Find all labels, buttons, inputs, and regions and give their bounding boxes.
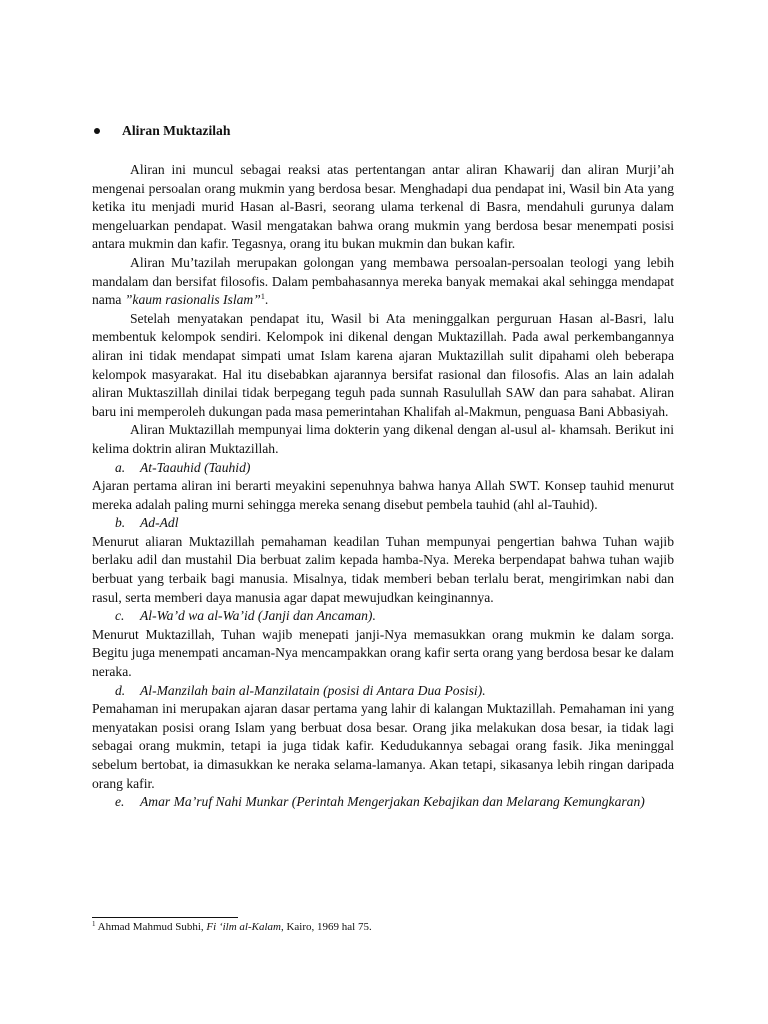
paragraph-2-text: Aliran Mu’tazilah merupakan golongan yang membawa persoalan-persoalan teologi yang lebih mandalam dan bersifat filosofis. Dalam pembahasannya mereka banyak memakai akal sehingga mendapat nama: [92, 254, 674, 308]
doctrine-label: b.: [115, 515, 126, 531]
footnote-number: 1: [92, 920, 96, 928]
doctrine-label: d.: [115, 682, 126, 698]
paragraph-2-italic: ”kaum rasionalis Islam”: [124, 292, 261, 308]
footnote-author: Ahmad Mahmud Subhi,: [95, 921, 207, 933]
paragraph-3: Setelah menyatakan pendapat itu, Wasil bi Ata meninggalkan perguruan Hasan al-Basri, lalu membentuk kelompok sendiri. Kelompok ini dikenal dengan Muktazillah. Pada awal perkembangannya aliran ini tidak mendapat simpati umat Islam karena ajaran Muktazillah sulit dipahami oleh beberapa kelompok masyarakat. Hal itu disebabkan ajarannya bersifat rasional dan filosofis. Alas an lain adalah aliran Muktaszillah dinilai tidak berpegang teguh pada sunnah Rasulullah SAW dan para sahabat. Aliran baru ini memperoleh dukungan pada masa pemerintahan Khalifah al-Makmun, penguasa Bani Abbasiyah.: [92, 310, 674, 419]
footnote-rest: , Kairo, 1969 hal 75.: [280, 921, 372, 933]
doctrine-label: a.: [115, 459, 126, 475]
footnote-title: Fi ‘ilm al-Kalam: [206, 921, 281, 933]
bullet-icon: [94, 128, 100, 134]
doctrine-body: Pemahaman ini merupakan ajaran dasar pertama yang lahir di kalangan Muktazillah. Pemahaman ini yang menyatakan posisi orang Islam yang berbuat dosa besar. Orang jika melakukan dosa besar, ia tidak lagi sebagai orang mukmin, tetapi ia juga tidak kafir. Kedudukannya sebagai orang fasik. Jika meninggal sebelum bertobat, ia dimasukkan ke neraka selama-lamanya. Akan tetapi, sikasanya lebih ringan daripada orang kafir.: [92, 701, 674, 791]
paragraph-4: Aliran Muktazillah mempunyai lima dokterin yang dikenal dengan al-usul al- khamsah. Berikut ini kelima doktrin aliran Muktazillah.: [92, 422, 674, 456]
page-content: [92, 121, 674, 812]
doctrine-item-title: [92, 682, 674, 701]
footnote-divider: [92, 917, 238, 918]
doctrine-item-title: [92, 793, 674, 812]
doctrine-label: c.: [115, 608, 125, 624]
doctrine-item-title: [92, 459, 674, 478]
doctrine-body: Menurut Muktazillah, Tuhan wajib menepati janji-Nya memasukkan orang mukmin ke dalam sorga. Begitu juga menempati ancaman-Nya mencampakkan orang kafir serta orang yang berdosa besar ke dalam neraka.: [92, 626, 674, 680]
doctrine-title: Ad-Adl: [140, 515, 179, 531]
footnote: [92, 920, 372, 935]
doctrine-title: At-Taauhid (Tauhid): [140, 459, 251, 475]
doctrine-title: Amar Ma’ruf Nahi Munkar (Perintah Mengerjakan Kebajikan dan Melarang Kemungkaran): [140, 794, 645, 810]
footnote-ref[interactable]: 1: [260, 292, 265, 302]
paragraph-2: [92, 254, 674, 310]
paragraph-2-end: .: [264, 292, 269, 308]
doctrine-label: e.: [115, 794, 125, 810]
doctrine-body: Ajaran pertama aliran ini berarti meyakini sepenuhnya bahwa hanya Allah SWT. Konsep tauhid menurut mereka adalah paling murni sehingga mereka senang disebut pembela tauhid (ahl al-Tauhid).: [92, 478, 674, 512]
paragraph-1: Aliran ini muncul sebagai reaksi atas pertentangan antar aliran Khawarij dan aliran Murji’ah mengenai persoalan orang mukmin yang berdosa besar. Menghadapi dua pendapat ini, Wasil bin Ata yang ketika itu menjadi murid Hasan al-Basri, seorang ulama terkenal di Basra, mendahuli gurunya dalam mengeluarkan pendapat. Wasil mengatakan bahwa orang mukmin yang berdosa besar menempati posisi antara mukmin dan kafir. Tegasnya, orang itu bukan mukmin dan bukan kafir.: [92, 162, 674, 252]
doctrine-title: Al-Manzilah bain al-Manzilatain (posisi di Antara Dua Posisi).: [140, 682, 486, 698]
section-heading: [92, 121, 674, 141]
doctrine-body: Menurut aliaran Muktazillah pemahaman keadilan Tuhan mempunyai pengertian bahwa Tuhan wajib berlaku adil dan mustahil Dia berbuat zalim kepada hamba-Nya. Mereka berpendapat bahwa tuhan wajib berbuat yang terbaik bagi manusia. Misalnya, tidak memberi beban terlalu berat, mengirimkan nabi dan rasul, serta memberi daya manusia agar dapat mewujudkan keinginannya.: [92, 533, 674, 605]
doctrine-item-title: [92, 607, 674, 626]
doctrine-item-title: [92, 514, 674, 533]
doctrine-title: Al-Wa’d wa al-Wa’id (Janji dan Ancaman).: [140, 608, 376, 624]
heading-text: Aliran Muktazilah: [122, 122, 231, 138]
